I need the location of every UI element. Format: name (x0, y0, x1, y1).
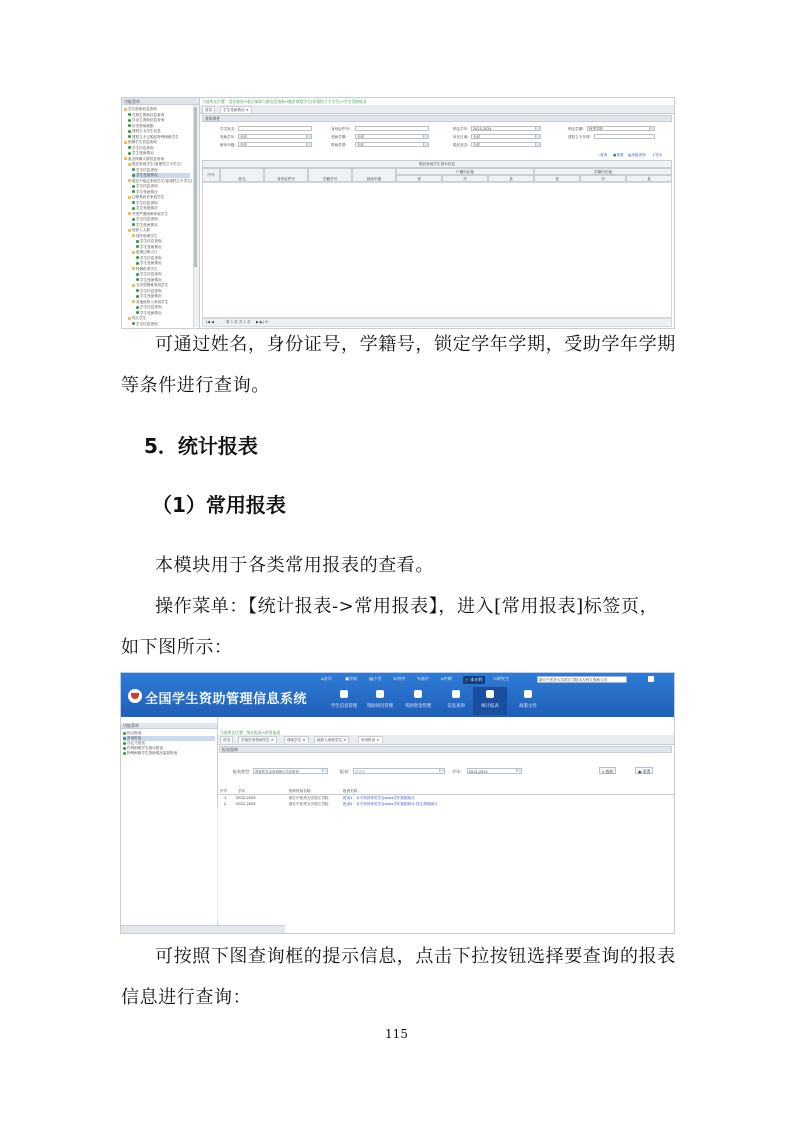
label-region: 所在区域: (453, 135, 469, 139)
locked-year-select[interactable]: 2023-2024 (471, 126, 541, 131)
report-link[interactable]: 报表2：本专科国家奖学金xxxx学年数据统计-按生源地统计 (343, 802, 438, 806)
tree-leaf[interactable] (136, 305, 162, 310)
tree-leaf[interactable] (136, 245, 162, 250)
label-id-number: 身份证件号: (331, 127, 351, 131)
tree-label: 学生信息查询 (140, 305, 162, 309)
chevron-down-icon[interactable] (322, 769, 327, 772)
tree-folder[interactable] (128, 316, 146, 321)
subsection-heading-common-reports: （1）常用报表 (152, 493, 286, 517)
folder-icon (124, 157, 127, 160)
tree-leaf[interactable] (128, 129, 161, 134)
label-aid-type: 资助类型: (331, 143, 347, 147)
tree-label: 学生受助情况 (136, 222, 158, 227)
org-select[interactable]: 浙江中医药大学滨江学院本专科生资助人员 (537, 676, 627, 683)
chevron-down-icon[interactable] (516, 769, 521, 772)
aid-type-select[interactable]: 全部 (355, 142, 429, 147)
tree-leaf[interactable] (128, 135, 179, 140)
tree-folder[interactable] (124, 157, 164, 162)
leaf-icon (128, 113, 131, 116)
leaf-icon (128, 135, 131, 138)
leaf-icon (132, 190, 135, 193)
tree-leaf[interactable] (132, 223, 158, 228)
nav-senior[interactable]: ✎高中 (417, 676, 429, 681)
module-student-info[interactable]: 学生信息管理 (327, 687, 361, 715)
leaf-icon (128, 124, 131, 127)
sidebar-item-special-report[interactable]: 特殊困难学生资助情况监管报表 (123, 751, 177, 756)
tab-preschool-aid[interactable]: 学前任务资助学生 × (238, 736, 277, 743)
tree-label: 建档立卡已脱贫特殊困难学生 (132, 134, 179, 139)
folder-icon (128, 179, 131, 182)
sidebar-item-disabled-report[interactable]: 伤残困难学生统计报表 (123, 746, 163, 751)
leaf-icon (123, 742, 126, 745)
folder-icon (132, 267, 135, 270)
query-panel-title: 查询条件 (202, 115, 672, 122)
region-select[interactable]: 全部 (471, 134, 541, 139)
tree-label: 低收入人群 (132, 228, 150, 232)
label-student-name: 学生姓名: (220, 127, 236, 131)
tree-label: 学生信息查询 (136, 217, 158, 221)
tree-label: 毕业生资助信息查询 (132, 118, 165, 122)
query-button[interactable]: ⌕ 查询 (599, 767, 616, 774)
row-year: 2022-2023 (236, 796, 256, 800)
leaf-icon (132, 218, 135, 221)
subcol-county: 县 (626, 175, 672, 182)
folder-icon (132, 300, 135, 303)
leaf-icon (123, 752, 126, 755)
id-number-input[interactable] (355, 126, 429, 131)
tree-label: 在校生资助信息查询 (132, 112, 165, 117)
sidebar-item-general-report[interactable]: 综合报表 (123, 731, 141, 736)
leaf-icon (128, 146, 131, 149)
export-button[interactable]: ⇩导出 (652, 153, 663, 157)
tree-leaf[interactable] (136, 311, 162, 316)
chevron-down-icon[interactable] (535, 143, 540, 146)
tree-leaf[interactable] (136, 294, 162, 299)
tree-leaf[interactable] (136, 289, 162, 294)
breadcrumb: 当前所在位置：统计报表→常用报表 (220, 730, 281, 735)
paragraph-hint-line2: 信息进行查询： (121, 987, 252, 1008)
subcol-city: 市 (580, 175, 626, 182)
chevron-down-icon[interactable] (423, 143, 428, 146)
paragraph-menu-line2: 如下图所示： (121, 637, 233, 658)
row-org: 浙江中医药大学滨江学院 (289, 802, 329, 806)
label-aid-term: 受助学期: (331, 135, 347, 139)
folder-icon (128, 196, 131, 199)
nav-junior[interactable]: ♙初中 (393, 676, 406, 681)
label-grade: 就读年级: (220, 143, 236, 147)
tree-leaf[interactable] (128, 151, 154, 156)
leaf-icon (128, 152, 131, 155)
tree-label: 学生受助情况 (136, 206, 158, 210)
label-poverty-status: 脱贫状态: (453, 143, 469, 147)
leaf-icon (136, 240, 139, 243)
users-icon (340, 690, 348, 698)
screenshot-common-reports (120, 672, 675, 934)
leaf-icon (128, 130, 131, 133)
tree-label: 其他低收入家庭学生 (136, 299, 169, 304)
tree-label: 学生资助信息查询 (128, 107, 157, 111)
section-heading-statistics: 5．统计报表 (144, 434, 258, 458)
chevron-down-icon[interactable] (535, 127, 540, 130)
paragraph-module-desc: 本模块用于各类常用报表的查看。 (155, 555, 434, 576)
archive-year-input[interactable] (594, 134, 655, 139)
tree-leaf[interactable] (136, 272, 162, 277)
leaf-icon (136, 289, 139, 292)
reset-button[interactable]: ▣重置 (613, 153, 624, 157)
tree-leaf[interactable] (132, 217, 158, 222)
nav-home[interactable]: ⌂首页 (321, 676, 333, 681)
row-year: 2022-2023 (236, 802, 256, 806)
col-grade: 就读年级 (352, 168, 396, 182)
horizontal-scrollbar[interactable] (121, 925, 285, 934)
tree-label: 学生信息查询 (140, 288, 162, 293)
sidebar-item-common-report[interactable]: 常用报表 (123, 736, 215, 741)
tree-folder[interactable] (132, 250, 158, 255)
leaf-icon (123, 737, 126, 740)
document-icon (452, 690, 460, 698)
leaf-icon (132, 185, 135, 188)
leaf-icon (136, 256, 139, 259)
tree-folder[interactable] (132, 283, 168, 288)
group-household: 户籍所在地 (396, 168, 534, 175)
query-button[interactable]: ⌕查询 (598, 153, 608, 157)
tree-folder[interactable] (128, 195, 164, 200)
tree-leaf[interactable] (132, 168, 158, 173)
tree-folder[interactable] (124, 107, 157, 112)
folder-icon (124, 141, 127, 144)
tree-label: 突发严重困难家庭学生 (132, 211, 168, 216)
tree-folder[interactable] (128, 212, 168, 217)
tree-folder[interactable] (132, 300, 168, 305)
tree-label: 学生受助情况 (136, 189, 158, 194)
label-report-type: 报表类型: (233, 769, 251, 774)
main-content (200, 98, 674, 328)
tree-leaf[interactable] (136, 278, 162, 283)
report-select[interactable]: 请选择 (353, 768, 445, 774)
col-index: 序号 (220, 789, 228, 793)
tree-leaf[interactable] (132, 201, 158, 206)
tree-leaf[interactable] (136, 261, 162, 266)
tab-bar (218, 735, 674, 745)
tree-label: 学生受助情况 (140, 261, 162, 265)
leaf-icon (136, 262, 139, 265)
tree-label: 支出型困难家庭学生 (136, 283, 169, 287)
tab-student-aid[interactable]: 学生受助情况 × (220, 106, 252, 113)
tree-leaf[interactable] (128, 124, 154, 129)
sidebar-item-custom-report[interactable]: 自定义报表 (123, 741, 145, 746)
grid-body (202, 182, 672, 318)
scrollbar-thumb[interactable] (194, 107, 197, 267)
leaf-icon (132, 174, 135, 177)
tree-label: 城乡低保学生 (136, 233, 158, 238)
tab-common-reports[interactable]: 常用报表 × (358, 736, 383, 743)
col-year: 学年 (238, 789, 246, 793)
page-number: 115 (385, 1027, 408, 1041)
col-id-number: 身份证件号 (264, 168, 308, 182)
chevron-down-icon[interactable] (423, 135, 428, 138)
label-school-year: 学年: (452, 769, 462, 774)
subcol-province: 省 (396, 175, 442, 182)
row-index: 1 (224, 796, 227, 800)
tab-bar (200, 105, 674, 114)
nav-preschool[interactable]: ▣学前 (345, 676, 358, 681)
leaf-icon (136, 278, 139, 281)
tree-label: 学生信息查询 (136, 200, 158, 205)
chevron-down-icon[interactable] (649, 127, 654, 130)
tree-label: 学生信息查询 (140, 239, 162, 243)
label-locked-term: 锁定学期: (568, 127, 584, 131)
system-title: 全国学生资助管理信息系统 (145, 692, 308, 707)
tree-label: 脱贫不稳定家庭学生(原建档立卡学生) (132, 178, 193, 183)
breadcrumb: 当前所在位置：信息查询→重点保障人群信息查询→脱贫家庭学生(原建档立卡学生)→学生受助情况 (202, 99, 367, 104)
tree-folder[interactable] (132, 267, 158, 272)
tree-label: 边缘易致贫家庭学生 (132, 195, 165, 199)
school-year-select[interactable]: 2022-2023 (467, 768, 522, 774)
tree-label: 学生受助情况 (140, 294, 162, 298)
folder-icon (128, 229, 131, 232)
tree-leaf[interactable] (128, 113, 164, 118)
advanced-query-button[interactable]: ▤高级查询 (628, 153, 646, 157)
tree-leaf[interactable] (132, 173, 190, 178)
leaf-icon (132, 201, 135, 204)
pager-first-icon[interactable]: |◀ ◀ (206, 320, 214, 324)
tree-label: 学生信息查询 (136, 184, 158, 188)
leaf-icon (123, 732, 126, 735)
nav-vocational[interactable]: ⌂中职 (441, 676, 453, 681)
row-org: 浙江中医药大学滨江学院 (289, 796, 329, 800)
tree-label: 学生受助情况 (140, 244, 162, 249)
leaf-icon (136, 295, 139, 298)
tree-label: 学生信息查询 (136, 321, 158, 326)
tree-folder[interactable] (124, 140, 157, 145)
student-name-input[interactable] (238, 126, 312, 131)
tree-label: 孤儿学生 (132, 316, 147, 320)
folder-icon (132, 284, 135, 287)
tree-label: 低保边缘人口 (136, 250, 158, 254)
pager-next-icon[interactable]: ▶ ▶| ⟳ (256, 320, 269, 324)
col-student-no: 学籍学号 (308, 168, 352, 182)
folder-icon (124, 108, 127, 111)
tree-label: 学生信息查询 (136, 167, 158, 172)
grid-title: 脱贫家庭学生基本信息 (202, 160, 672, 168)
row-index: 2 (224, 802, 227, 806)
subcol-county: 县 (488, 175, 534, 182)
subcol-province: 省 (534, 175, 580, 182)
folder-icon (128, 163, 131, 166)
folder-icon (128, 317, 131, 320)
leaf-icon (136, 245, 139, 248)
nav-graduate[interactable]: ⚇研究生 (493, 676, 510, 681)
tree-leaf[interactable] (128, 146, 154, 151)
tree-leaf[interactable] (132, 322, 158, 327)
report-panel-title: 报表查询 (219, 746, 672, 753)
paragraph-hint-line1: 可按照下图查询框的提示信息，点击下拉按钮选择要查询的报表 (155, 946, 676, 967)
pager-text: 第 1 页 共 1 页 (226, 320, 251, 324)
leaf-icon (123, 747, 126, 750)
tree-label: 学生信息查询 (132, 145, 154, 150)
leaf-icon (132, 207, 135, 210)
report-type-select[interactable]: 国家奖学金获得统计学年报表 (253, 768, 328, 774)
report-link[interactable]: 报表1：本专科国家奖学金xxxx学年数据统计 (343, 796, 415, 800)
tree-leaf[interactable] (128, 118, 164, 123)
chevron-down-icon[interactable] (306, 135, 311, 138)
leaf-icon (128, 119, 131, 122)
function-menu-sidebar (122, 98, 200, 328)
reset-button[interactable]: ▣ 重置 (635, 767, 653, 774)
leaf-icon (136, 306, 139, 309)
tree-label: 困难学生信息查询 (128, 140, 157, 144)
briefcase-icon (376, 690, 384, 698)
paragraph-menu-line1: 操作菜单：【统计报表->常用报表】，进入[常用报表]标签页， (155, 596, 659, 617)
tree-leaf[interactable] (136, 239, 162, 244)
tree-leaf[interactable] (132, 184, 158, 189)
tree-label: 学生受助情况 (136, 173, 158, 177)
module-statistics[interactable]: 统计报表 (473, 687, 507, 715)
tree-label: 历史资助数据 (132, 123, 154, 128)
tree-label: 特困供养学生 (136, 266, 158, 271)
leaf-icon (132, 322, 135, 325)
group-school-location: 学籍所在地 (534, 168, 672, 175)
sidebar-title: 功能菜单 (121, 723, 217, 729)
tree-label: 学生受助情况 (140, 277, 162, 282)
module-funds[interactable]: 奖助资金管理 (401, 687, 435, 715)
subcol-city: 市 (442, 175, 488, 182)
label-archive-year: 建档立卡年度: (568, 135, 591, 139)
chevron-down-icon[interactable] (306, 143, 311, 146)
tree-label: 学生受助情况 (132, 151, 154, 155)
tree-label: 学生信息查询 (140, 272, 162, 276)
folder-icon (132, 234, 135, 237)
chevron-down-icon[interactable] (535, 135, 540, 138)
tree-leaf[interactable] (132, 206, 158, 211)
module-aid-projects[interactable]: 资助项目管理 (363, 687, 397, 715)
label-locked-year: 锁定学年: (453, 127, 469, 131)
nav-undergraduate[interactable]: 🎓本专科 (465, 677, 483, 682)
leaf-icon (136, 273, 139, 276)
col-report-name: 报表名称 (343, 789, 358, 793)
paragraph-query-desc-line2: 等条件进行查询。 (121, 375, 270, 396)
tree-label: 建档立卡学生信息 (132, 129, 161, 133)
tree-leaf[interactable] (136, 256, 162, 261)
file-edit-icon (524, 690, 532, 698)
pager-bar (202, 318, 672, 327)
label-aid-year: 受助学年: (220, 135, 236, 139)
close-icon[interactable] (648, 676, 654, 682)
grade-select[interactable]: 全部 (238, 142, 312, 147)
label-report: 报表: (340, 769, 350, 774)
screenshot-student-aid-query (121, 97, 675, 329)
tree-label: 重点保障人群信息查询 (128, 156, 164, 161)
tree-leaf[interactable] (132, 190, 158, 195)
tree-label: 学生受助情况 (140, 310, 162, 315)
folder-icon (132, 251, 135, 254)
aid-year-select[interactable]: 全部 (238, 134, 312, 139)
tree-label: 学生信息查询 (140, 255, 162, 260)
chevron-down-icon[interactable] (439, 769, 444, 772)
grid-border (217, 807, 218, 922)
tab-home[interactable]: 首页 (202, 106, 215, 113)
pie-chart-icon (486, 690, 494, 698)
folder-icon (128, 212, 131, 215)
paragraph-query-desc-line1: 可通过姓名，身份证号，学籍号，锁定学年学期，受助学年学期 (155, 334, 676, 355)
col-org: 组织机构名称 (289, 789, 311, 793)
table-header-divider (217, 794, 674, 795)
tree-folder[interactable] (128, 228, 150, 233)
wallet-icon (414, 690, 422, 698)
module-info-query[interactable]: 信息查询 (439, 687, 473, 715)
tab-low-income[interactable]: 低收入家庭学生 × (314, 736, 349, 743)
leaf-icon (132, 168, 135, 171)
locked-term-select[interactable]: 秋季学期 (587, 126, 655, 131)
sidebar-title: 功能菜单 (122, 98, 199, 105)
module-policy-docs[interactable]: 政策文件 (511, 687, 545, 715)
poverty-status-select[interactable]: 全部 (471, 142, 541, 147)
col-index: 序号 (202, 168, 220, 182)
tree-folder[interactable] (128, 162, 182, 167)
nav-primary[interactable]: ▤小学 (369, 676, 382, 681)
tab-disabled-students[interactable]: 残疾学生 × (284, 736, 309, 743)
tree-folder[interactable] (128, 179, 192, 184)
leaf-icon (136, 311, 139, 314)
tab-home[interactable]: 首页 (220, 736, 233, 743)
col-name: 姓名 (220, 168, 264, 182)
leaf-icon (132, 223, 135, 226)
tree-folder[interactable] (132, 234, 158, 239)
tree-label: 脱贫家庭学生(原建档立卡学生) (132, 162, 182, 166)
aid-term-select[interactable]: 全部 (355, 134, 429, 139)
